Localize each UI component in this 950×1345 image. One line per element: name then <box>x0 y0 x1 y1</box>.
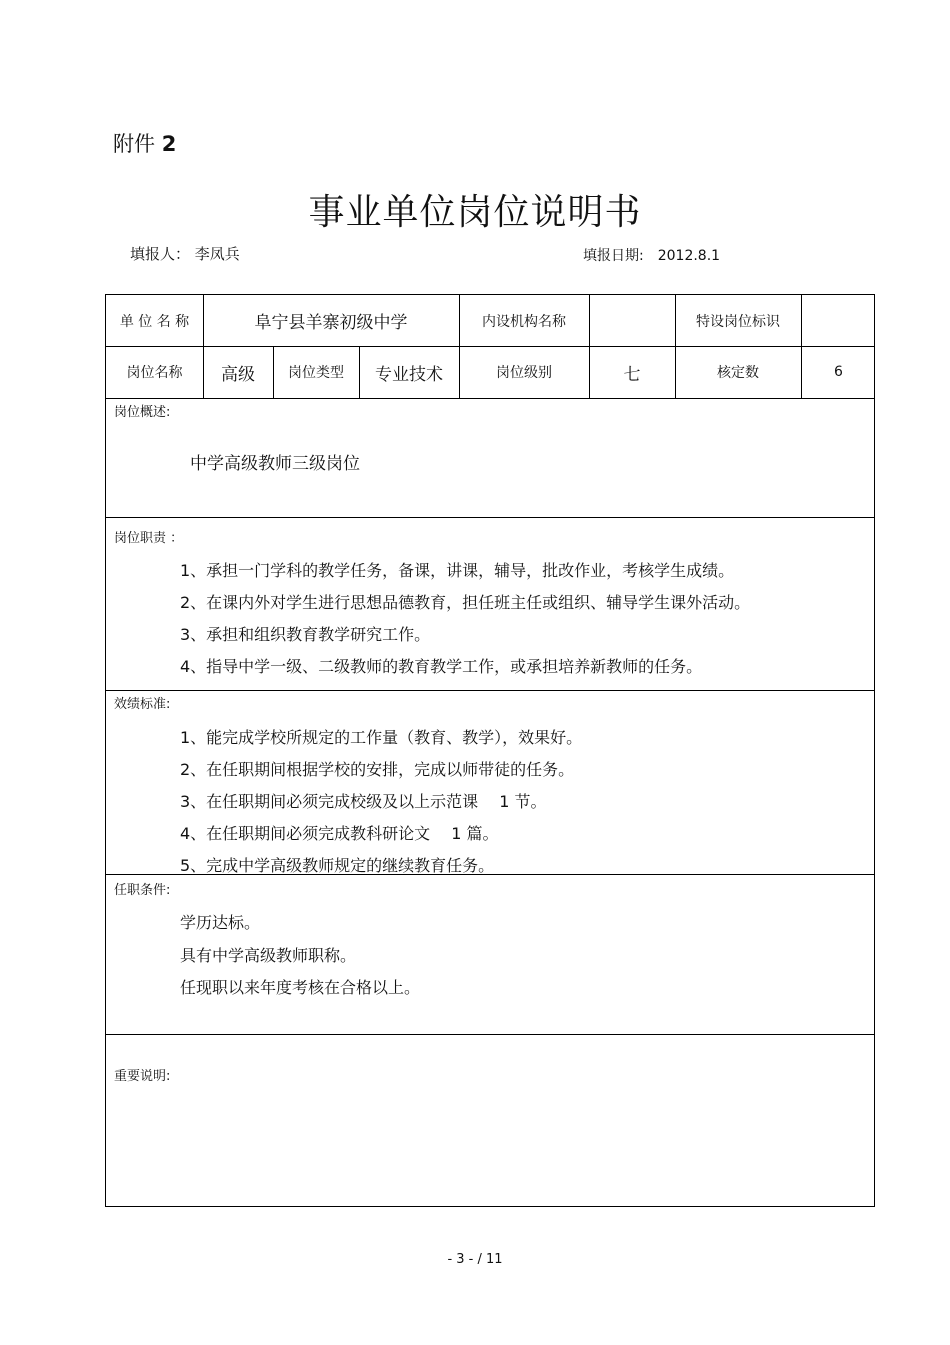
quota-value: 6 <box>834 364 843 380</box>
post-type-label: 岗位类型 <box>288 365 344 381</box>
dept-label: 内设机构名称 <box>482 313 566 330</box>
overview-label: 岗位概述: <box>114 405 171 420</box>
attachment-label <box>113 128 176 158</box>
fill-date-label: 填报日期: <box>583 248 644 264</box>
standards-label: 效绩标准: <box>114 697 171 712</box>
row-divider <box>106 517 874 518</box>
job-description-form <box>105 294 875 1207</box>
quota-label: 核定数 <box>717 365 759 381</box>
standard-item: 2、在任职期间根据学校的安排，完成以师带徒的任务。 <box>180 760 575 779</box>
duties-label: 岗位职责 ： <box>114 531 184 546</box>
duty-item: 3、承担和组织教育教学研究工作。 <box>180 625 431 644</box>
post-name-label: 岗位名称 <box>126 365 183 381</box>
attachment-label-text: 附件 <box>113 132 155 156</box>
duty-item: 4、指导中学一级、二级教师的教育教学工作，或承担培养新教师的任务。 <box>180 657 703 676</box>
document-title: 事业单位岗位说明书 <box>308 192 642 233</box>
requirement-item: 具有中学高级教师职称。 <box>180 946 357 965</box>
special-post-value <box>801 295 876 346</box>
requirement-item: 学历达标。 <box>180 913 261 932</box>
row-divider <box>106 1034 874 1035</box>
overview-text: 中学高级教师三级岗位 <box>190 454 360 474</box>
dept-value <box>589 295 675 346</box>
fill-date <box>583 245 720 265</box>
requirement-item: 任现职以来年度考核在合格以上。 <box>180 978 421 997</box>
duty-item: 2、在课内外对学生进行思想品德教育，担任班主任或组织、辅导学生课外活动。 <box>180 593 751 612</box>
attachment-number: 2 <box>161 132 177 156</box>
duty-item: 1、承担一门学科的教学任务，备课，讲课，辅导，批改作业，考核学生成绩。 <box>180 561 735 580</box>
filler-name: 填报人： 李凤兵 <box>130 245 240 263</box>
unit-name-label: 单 位 名 称 <box>119 313 190 330</box>
special-post-label: 特设岗位标识 <box>696 313 780 330</box>
requirements-label: 任职条件: <box>114 883 171 898</box>
standard-item: 1、能完成学校所规定的工作量（教育、教学），效果好。 <box>180 728 583 747</box>
page-number: - 3 - / 11 <box>447 1252 503 1267</box>
notes-label: 重要说明: <box>114 1069 171 1084</box>
post-level-label: 岗位级别 <box>496 365 552 381</box>
standard-item: 5、完成中学高级教师规定的继续教育任务。 <box>180 856 495 875</box>
row-divider <box>106 690 874 691</box>
row-divider <box>106 398 874 399</box>
standard-item: 4、在任职期间必须完成教科研论文 1 篇。 <box>180 824 499 843</box>
post-name-value: 高级 <box>221 364 255 385</box>
fill-date-value: 2012.8.1 <box>657 248 721 264</box>
post-level-value: 七 <box>623 364 641 385</box>
unit-name-value: 阜宁县羊寨初级中学 <box>254 313 408 333</box>
standard-item: 3、在任职期间必须完成校级及以上示范课 1 节。 <box>180 792 547 811</box>
post-type-value: 专业技术 <box>375 364 443 385</box>
